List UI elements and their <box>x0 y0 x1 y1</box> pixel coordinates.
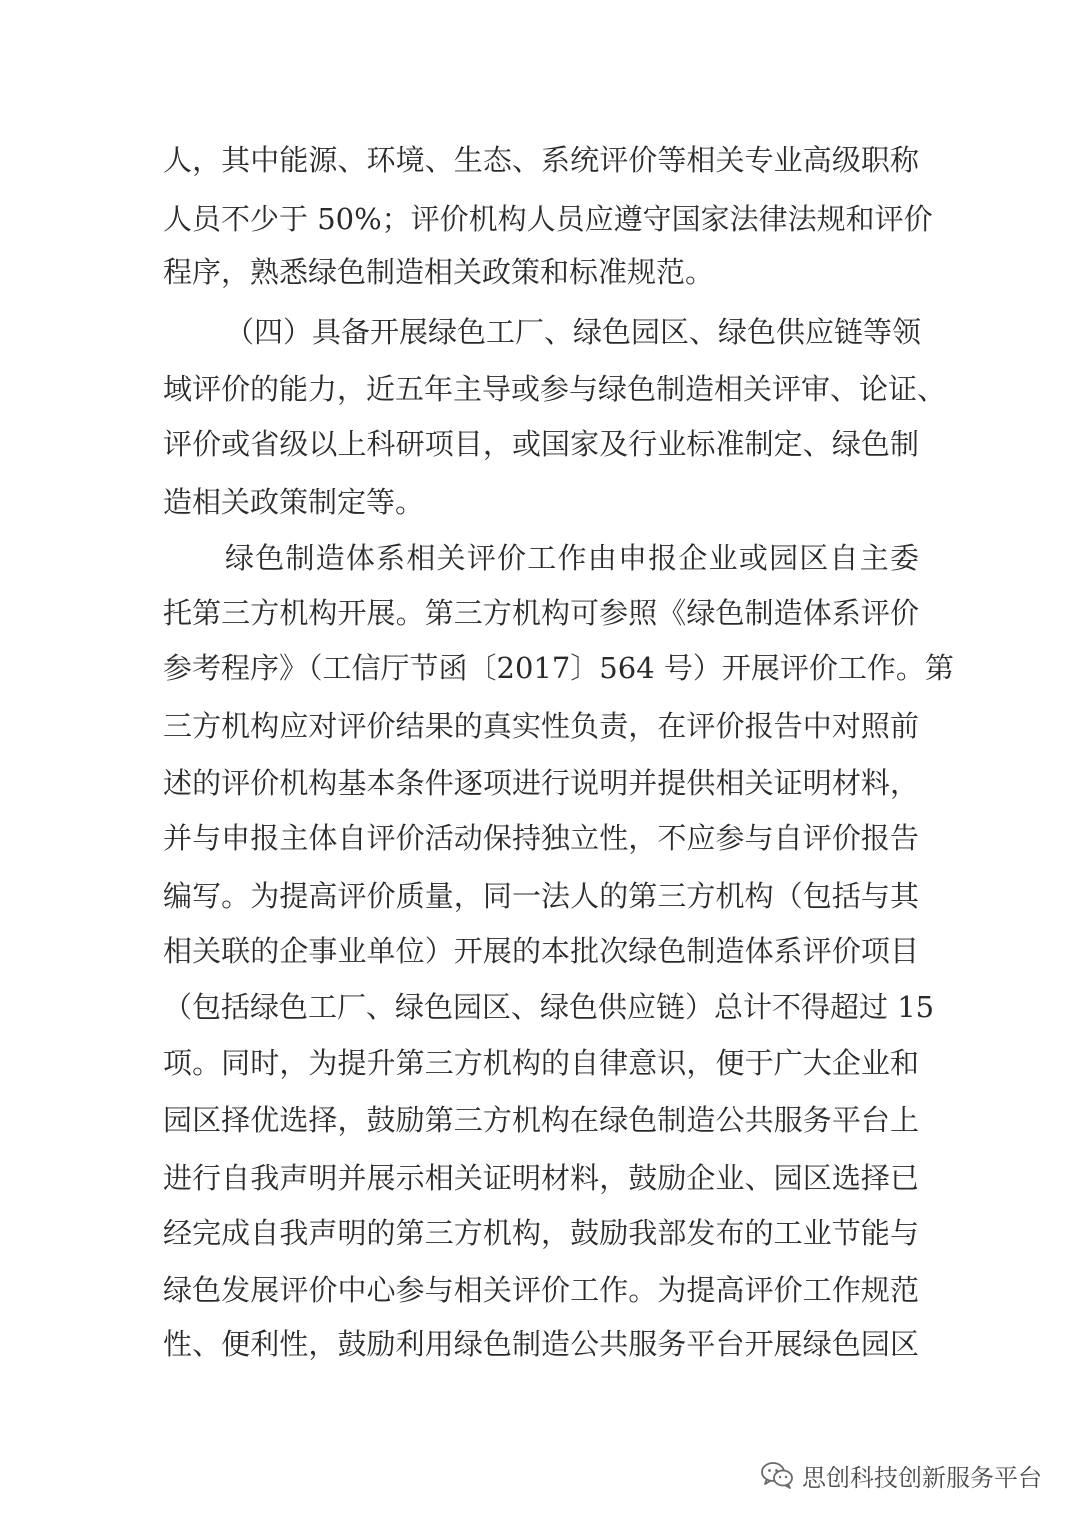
text-line: 托第三方机构开展。第三方机构可参照《绿色制造体系评价 <box>163 596 919 630</box>
text-line: 程序，熟悉绿色制造相关政策和标准规范。 <box>163 255 715 289</box>
text-line: 相关联的企事业单位）开展的本批次绿色制造体系评价项目 <box>163 934 919 968</box>
text-line: 并与申报主体自评价活动保持独立性，不应参与自评价报告 <box>163 821 919 855</box>
text-line: 造相关政策制定等。 <box>163 485 425 519</box>
text-line: 绿色制造体系相关评价工作由申报企业或园区自主委 <box>225 541 919 575</box>
text-line: 人，其中能源、环境、生态、系统评价等相关专业高级职称 <box>163 143 919 177</box>
text-line: （包括绿色工厂、绿色园区、绿色供应链）总计不得超过 15 <box>163 990 935 1024</box>
text-line: 经完成自我声明的第三方机构，鼓励我部发布的工业节能与 <box>163 1216 919 1250</box>
text-line: 人员不少于 50%；评价机构人员应遵守国家法律法规和评价 <box>163 202 933 236</box>
text-line: 编写。为提高评价质量，同一法人的第三方机构（包括与其 <box>163 879 919 913</box>
text-line: 参考程序》（工信厅节函〔2017〕564 号）开展评价工作。第 <box>163 651 954 685</box>
text-line: 进行自我声明并展示相关证明材料，鼓励企业、园区选择已 <box>163 1161 919 1195</box>
text-line: 述的评价机构基本条件逐项进行说明并提供相关证明材料， <box>163 766 919 800</box>
text-line: （四）具备开展绿色工厂、绿色园区、绿色供应链等领 <box>225 315 922 349</box>
text-line: 园区择优选择，鼓励第三方机构在绿色制造公共服务平台上 <box>163 1103 919 1137</box>
watermark-text: 思创科技创新服务平台 <box>802 1463 1042 1492</box>
text-line: 性、便利性，鼓励利用绿色制造公共服务平台开展绿色园区 <box>163 1327 919 1361</box>
wechat-icon <box>760 1461 794 1489</box>
text-line: 绿色发展评价中心参与相关评价工作。为提高评价工作规范 <box>163 1273 919 1307</box>
watermark <box>760 1455 1042 1495</box>
text-line: 评价或省级以上科研项目，或国家及行业标准制定、绿色制 <box>163 427 919 461</box>
text-line: 域评价的能力，近五年主导或参与绿色制造相关评审、论证、 <box>163 372 947 406</box>
text-line: 项。同时，为提升第三方机构的自律意识，便于广大企业和 <box>163 1046 919 1080</box>
text-line: 三方机构应对评价结果的真实性负责，在评价报告中对照前 <box>163 709 919 743</box>
